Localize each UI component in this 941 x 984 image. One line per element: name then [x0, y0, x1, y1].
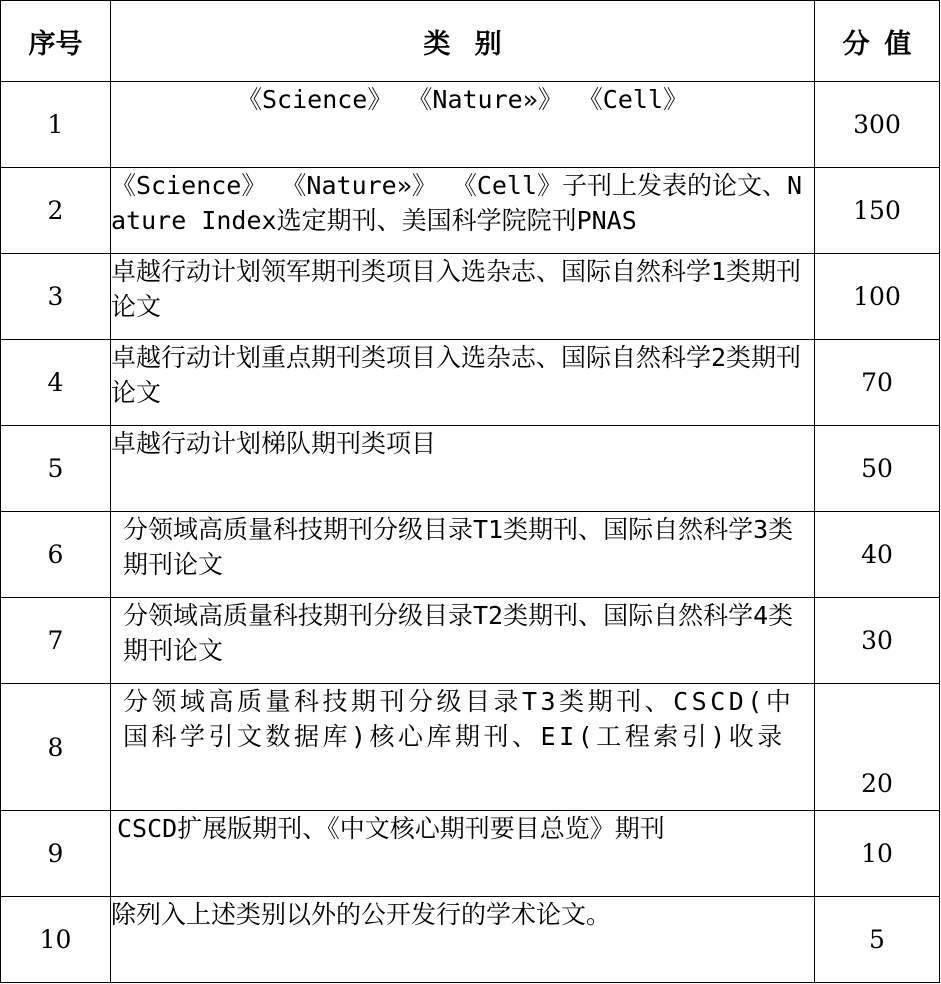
row-category: 《Science》 《Nature»》 《Cell》子刊上发表的论文、Nature Index选定期刊、美国科学院院刊PNAS [111, 168, 815, 254]
row-score: 300 [815, 82, 940, 168]
table-row [1, 512, 940, 598]
table-row [1, 811, 940, 897]
table-row [1, 684, 940, 811]
row-score: 30 [815, 598, 940, 684]
table-row [1, 254, 940, 340]
header-category: 类别 [111, 1, 815, 82]
row-score: 50 [815, 426, 940, 512]
row-score: 5 [815, 897, 940, 983]
row-category: 分领域高质量科技期刊分级目录T2类期刊、国际自然科学4类期刊论文 [111, 598, 815, 684]
row-category: 《Science》 《Nature»》 《Cell》 [111, 82, 815, 168]
header-index: 序号 [1, 1, 111, 82]
row-category: 卓越行动计划重点期刊类项目入选杂志、国际自然科学2类期刊论文 [111, 340, 815, 426]
row-score: 150 [815, 168, 940, 254]
row-index: 1 [1, 82, 111, 168]
table-row [1, 598, 940, 684]
row-score: 20 [815, 684, 940, 811]
row-index: 4 [1, 340, 111, 426]
table-row [1, 82, 940, 168]
row-index: 3 [1, 254, 111, 340]
table-row [1, 340, 940, 426]
table-header-row [1, 1, 940, 82]
row-category: 卓越行动计划梯队期刊类项目 [111, 426, 815, 512]
row-category: 除列入上述类别以外的公开发行的学术论文。 [111, 897, 815, 983]
row-index: 2 [1, 168, 111, 254]
row-category: 卓越行动计划领军期刊类项目入选杂志、国际自然科学1类期刊论文 [111, 254, 815, 340]
row-index: 8 [1, 684, 111, 811]
table-row [1, 426, 940, 512]
row-index: 6 [1, 512, 111, 598]
header-score: 分值 [815, 1, 940, 82]
row-index: 9 [1, 811, 111, 897]
row-score: 10 [815, 811, 940, 897]
row-index: 7 [1, 598, 111, 684]
row-category: CSCD扩展版期刊、《中文核心期刊要目总览》期刊 [111, 811, 815, 897]
row-index: 10 [1, 897, 111, 983]
row-category: 分领域高质量科技期刊分级目录T3类期刊、CSCD(中国科学引文数据库)核心库期刊、EI(工程索引)收录 [111, 684, 815, 811]
table-row [1, 897, 940, 983]
row-score: 40 [815, 512, 940, 598]
row-index: 5 [1, 426, 111, 512]
row-category: 分领域高质量科技期刊分级目录T1类期刊、国际自然科学3类期刊论文 [111, 512, 815, 598]
row-score: 100 [815, 254, 940, 340]
table-row [1, 168, 940, 254]
row-score: 70 [815, 340, 940, 426]
